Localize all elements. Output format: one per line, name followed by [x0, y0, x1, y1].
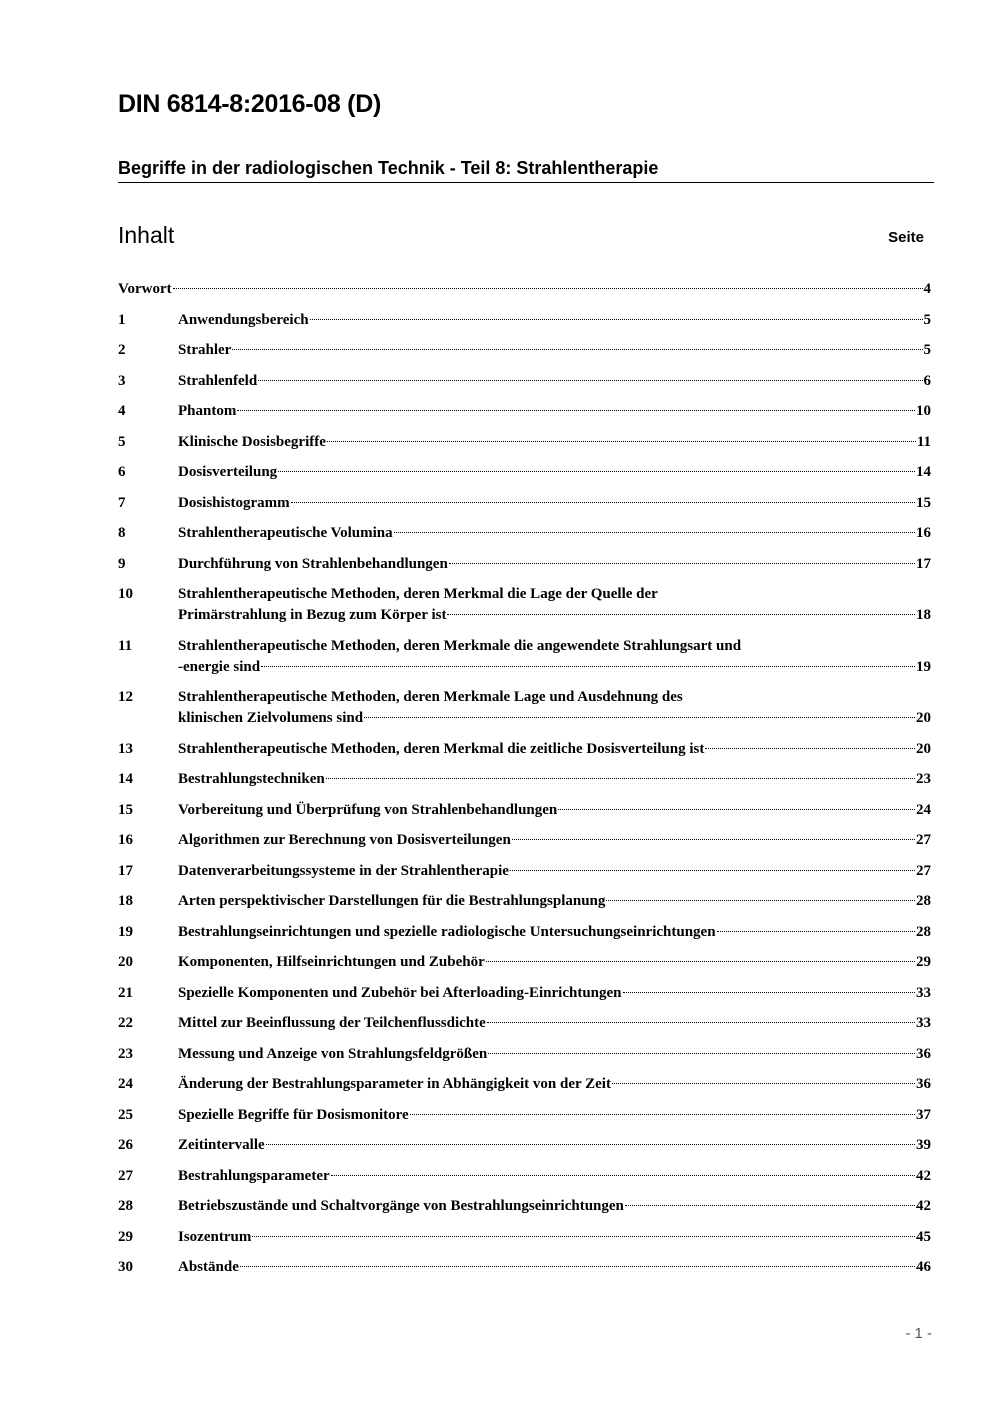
- toc-dot-leader: [278, 471, 915, 472]
- toc-entry-page: 33: [916, 1015, 931, 1031]
- toc-entry[interactable]: [118, 310, 931, 331]
- toc-entry-title: -energie sind: [178, 658, 261, 675]
- toc-entry-page: 29: [916, 954, 931, 970]
- toc-dot-leader: [487, 1022, 915, 1023]
- toc-entry[interactable]: [118, 952, 931, 973]
- toc-entry[interactable]: [118, 891, 931, 912]
- toc-dot-leader: [232, 349, 922, 350]
- toc-entry-title: Phantom: [178, 403, 237, 419]
- toc-entry-title: klinischen Zielvolumens sind: [178, 710, 364, 726]
- toc-entry[interactable]: [118, 830, 931, 851]
- toc-entry-line: [178, 739, 931, 760]
- toc-entry[interactable]: [118, 1044, 931, 1065]
- toc-entry[interactable]: [118, 523, 931, 544]
- toc-dot-leader: [173, 288, 923, 289]
- toc-entry-line: [178, 861, 931, 882]
- toc-entry-title: Dosishistogramm: [178, 494, 290, 511]
- toc-entry-line: [178, 891, 931, 912]
- toc-entry-line: [178, 432, 931, 453]
- toc-entry-line: [178, 1135, 931, 1156]
- toc-entry-number: 18: [118, 893, 133, 909]
- toc-entry-line: [118, 279, 931, 300]
- toc-entry-line: [178, 1105, 931, 1126]
- toc-entry-line: [178, 1013, 931, 1034]
- toc-entry-number: 14: [118, 771, 133, 787]
- toc-entry-title: Komponenten, Hilfseinrichtungen und Zubehör: [178, 954, 485, 970]
- toc-entry-line: [178, 830, 931, 851]
- toc-entry-title: Primärstrahlung in Bezug zum Körper ist: [178, 607, 447, 623]
- toc-entry[interactable]: [118, 1257, 931, 1278]
- toc-entry-number: 19: [118, 923, 133, 940]
- toc-dot-leader: [449, 563, 915, 564]
- toc-entry-number: 27: [118, 1167, 133, 1184]
- toc-dot-leader: [237, 410, 915, 411]
- toc-entry-page: 33: [916, 984, 931, 1001]
- toc-entry-body: [178, 1257, 931, 1278]
- toc-entry-line: [178, 769, 931, 790]
- toc-entry-number: 8: [118, 525, 126, 541]
- toc-entry[interactable]: [118, 769, 931, 790]
- toc-entry-line: [178, 584, 931, 605]
- toc-entry-line: [178, 1044, 931, 1065]
- toc-entry-title: Strahlentherapeutische Methoden, deren Merkmale die angewendete Strahlungsart und: [178, 637, 742, 654]
- toc-entry-body: [178, 800, 931, 821]
- toc-dot-leader: [266, 1144, 915, 1145]
- toc-dot-leader: [394, 532, 915, 533]
- toc-entry-number: 3: [118, 372, 126, 389]
- toc-entry-body: [178, 493, 931, 514]
- toc-entry-body: [178, 1044, 931, 1065]
- toc-entry[interactable]: [118, 1074, 931, 1095]
- toc-entry-number: 9: [118, 555, 126, 572]
- toc-entry-line: [178, 493, 931, 514]
- toc-entry-line: [178, 605, 931, 626]
- toc-entry-title: Vorwort: [118, 281, 172, 297]
- toc-entry-page: 5: [923, 342, 931, 358]
- toc-entry-title: Algorithmen zur Berechnung von Dosisverteilungen: [178, 832, 511, 848]
- toc-entry-title: Isozentrum: [178, 1228, 252, 1245]
- toc-dot-leader: [623, 992, 915, 993]
- toc-entry-line: [178, 401, 931, 422]
- toc-entry[interactable]: [118, 1166, 931, 1187]
- toc-entry-line: [178, 1227, 931, 1248]
- toc-entry-page: 46: [916, 1259, 931, 1275]
- toc-entry-line: [178, 983, 931, 1004]
- toc-dot-leader: [512, 839, 915, 840]
- toc-entry-page: 39: [916, 1137, 931, 1153]
- toc-entry-page: 11: [916, 433, 931, 450]
- toc-dot-leader: [510, 870, 915, 871]
- toc-dot-leader: [310, 319, 923, 320]
- toc-entry-body: [178, 687, 931, 729]
- toc-entry-number: 30: [118, 1259, 133, 1275]
- toc-entry-page: 18: [916, 607, 931, 623]
- toc-entry-line: [178, 371, 931, 392]
- toc-entry-page: 28: [916, 923, 931, 940]
- toc-entry-line: [178, 636, 931, 657]
- toc-entry[interactable]: [118, 493, 931, 514]
- toc-entry-page: 17: [916, 555, 931, 572]
- toc-entry-page: 15: [916, 494, 931, 511]
- toc-entry-title: Strahlentherapeutische Methoden, deren Merkmal die zeitliche Dosisverteilung ist: [178, 740, 705, 757]
- toc-entry[interactable]: [118, 861, 931, 882]
- toc-entry-page: 4: [923, 281, 931, 297]
- toc-entry[interactable]: [118, 739, 931, 760]
- toc-entry-page: 5: [923, 311, 931, 328]
- toc-dot-leader: [364, 717, 915, 718]
- toc-entry[interactable]: [118, 462, 931, 483]
- toc-entry-title: Spezielle Begriffe für Dosismonitore: [178, 1106, 409, 1123]
- toc-entry-title: Strahlentherapeutische Methoden, deren Merkmale Lage und Ausdehnung des: [178, 689, 683, 705]
- toc-entry[interactable]: [118, 340, 931, 361]
- document-id: DIN 6814-8:2016-08 (D): [118, 90, 381, 118]
- toc-entry[interactable]: [118, 922, 931, 943]
- toc-entry-page: 23: [916, 771, 931, 787]
- toc-entry-number: 10: [118, 586, 133, 602]
- toc-entry-page: 20: [916, 740, 931, 757]
- toc-entry-body: [178, 462, 931, 483]
- toc-entry-body: [178, 830, 931, 851]
- toc-entry-body: [178, 769, 931, 790]
- toc-entry[interactable]: [118, 584, 931, 626]
- toc-entry-page: 10: [916, 403, 931, 419]
- toc-entry-number: 20: [118, 954, 133, 970]
- toc-entry[interactable]: [118, 636, 931, 678]
- toc-entry-body: [178, 401, 931, 422]
- toc-entry-body: [178, 861, 931, 882]
- toc-entry-number: 11: [118, 637, 133, 654]
- toc-entry-line: [178, 340, 931, 361]
- toc-entry-number: 17: [118, 862, 133, 879]
- toc-entry-line: [178, 523, 931, 544]
- toc-entry-title: Arten perspektivischer Darstellungen für die Bestrahlungsplanung: [178, 893, 606, 909]
- toc-entry-body: [178, 523, 931, 544]
- toc-entry-title: Zeitintervalle: [178, 1137, 265, 1153]
- toc-entry-body: [178, 1227, 931, 1248]
- toc-entry-page: 24: [916, 801, 931, 818]
- toc-entry-body: [178, 1013, 931, 1034]
- toc-entry-line: [178, 554, 931, 575]
- toc-entry-title: Strahlentherapeutische Methoden, deren Merkmal die Lage der Quelle der: [178, 586, 658, 602]
- toc-entry-number: 5: [118, 433, 126, 450]
- toc-entry-line: [178, 310, 931, 331]
- toc-entry[interactable]: [118, 1135, 931, 1156]
- toc-entry-body: [178, 636, 931, 678]
- toc-entry-number: 24: [118, 1076, 133, 1092]
- toc-entry-body: [178, 340, 931, 361]
- toc-entry-body: [178, 584, 931, 626]
- toc-entry-body: [178, 922, 931, 943]
- toc-dot-leader: [558, 809, 915, 810]
- toc-entry-page: 36: [916, 1045, 931, 1062]
- toc-entry-title: Datenverarbeitungssysteme in der Strahlentherapie: [178, 862, 509, 879]
- toc-entry-body: [178, 983, 931, 1004]
- toc-entry-title: Bestrahlungseinrichtungen und spezielle radiologische Untersuchungseinrichtungen: [178, 923, 716, 940]
- toc-entry-number: 23: [118, 1045, 133, 1062]
- toc-dot-leader: [447, 614, 915, 615]
- toc-entry-page: 28: [916, 893, 931, 909]
- toc-entry-number: 15: [118, 801, 133, 818]
- toc-entry-page: 37: [916, 1106, 931, 1123]
- toc-entry-page: 20: [916, 710, 931, 726]
- toc-entry-title: Vorbereitung und Überprüfung von Strahlenbehandlungen: [178, 801, 558, 818]
- toc-entry-title: Durchführung von Strahlenbehandlungen: [178, 555, 448, 572]
- toc-entry[interactable]: [118, 554, 931, 575]
- toc-entry-title: Dosisverteilung: [178, 464, 278, 480]
- toc-entry-number: 25: [118, 1106, 133, 1123]
- toc-entry[interactable]: [118, 1227, 931, 1248]
- toc-entry-line: [178, 800, 931, 821]
- toc-entry-page: 19: [916, 658, 931, 675]
- toc-entry[interactable]: [118, 401, 931, 422]
- toc-dot-leader: [258, 380, 922, 381]
- toc-entry-line: [178, 952, 931, 973]
- toc-entry-line: [178, 1196, 931, 1217]
- toc-entry-page: 45: [916, 1228, 931, 1245]
- toc-entry-number: 21: [118, 984, 133, 1001]
- toc-entry-number: 12: [118, 689, 133, 705]
- toc-entry-body: [178, 739, 931, 760]
- toc-entry-body: [178, 554, 931, 575]
- toc-dot-leader: [327, 441, 916, 442]
- toc-entry-page: 27: [916, 862, 931, 879]
- toc-entry-line: [178, 462, 931, 483]
- toc-dot-leader: [240, 1266, 915, 1267]
- toc-entry[interactable]: [118, 687, 931, 729]
- toc-entry-title: Strahlentherapeutische Volumina: [178, 525, 393, 541]
- toc-entry-number: 22: [118, 1015, 133, 1031]
- toc-entry-body: [178, 432, 931, 453]
- toc-dot-leader: [410, 1114, 915, 1115]
- toc-dot-leader: [606, 900, 915, 901]
- toc-entry-page: 6: [923, 372, 931, 389]
- toc-dot-leader: [705, 748, 915, 749]
- toc-entry-title: Änderung der Bestrahlungsparameter in Abhängigkeit von der Zeit: [178, 1076, 611, 1092]
- toc-entry-title: Klinische Dosisbegriffe: [178, 433, 326, 450]
- toc-entry-title: Bestrahlungstechniken: [178, 771, 325, 787]
- toc-entry-title: Anwendungsbereich: [178, 311, 309, 328]
- toc-entry-number: 29: [118, 1228, 133, 1245]
- toc-entry-number: 1: [118, 311, 126, 328]
- toc-entry-number: 13: [118, 740, 133, 757]
- title-divider: [118, 182, 934, 183]
- toc-dot-leader: [331, 1175, 915, 1176]
- toc-entry-title: Strahlenfeld: [178, 372, 258, 389]
- toc-dot-leader: [488, 1053, 915, 1054]
- toc-dot-leader: [625, 1205, 915, 1206]
- toc-entry-title: Abstände: [178, 1259, 239, 1275]
- toc-page-column-label: Seite: [888, 229, 924, 246]
- toc-entry[interactable]: [118, 983, 931, 1004]
- toc-dot-leader: [261, 666, 915, 667]
- toc-entry[interactable]: [118, 279, 931, 300]
- toc-dot-leader: [326, 778, 915, 779]
- toc-entry-page: 16: [916, 525, 931, 541]
- toc-dot-leader: [717, 931, 915, 932]
- toc-entry-line: [178, 657, 931, 678]
- toc-entry-number: 2: [118, 342, 126, 358]
- toc-entry-page: 42: [916, 1167, 931, 1184]
- toc-entry-body: [178, 1166, 931, 1187]
- toc-entry[interactable]: [118, 800, 931, 821]
- toc-dot-leader: [291, 502, 915, 503]
- toc-entry-page: 27: [916, 832, 931, 848]
- toc-entry-title: Bestrahlungsparameter: [178, 1167, 330, 1184]
- toc-entry[interactable]: [118, 1196, 931, 1217]
- toc-entry-line: [178, 922, 931, 943]
- toc-entry-title: Strahler: [178, 342, 232, 358]
- toc-entry-title: Mittel zur Beeinflussung der Teilchenflussdichte: [178, 1015, 486, 1031]
- document-title: Begriffe in der radiologischen Technik - Teil 8: Strahlentherapie: [118, 158, 659, 178]
- toc-entry-title: Betriebszustände und Schaltvorgänge von Bestrahlungseinrichtungen: [178, 1198, 624, 1214]
- toc-entry-body: [178, 891, 931, 912]
- toc-dot-leader: [252, 1236, 915, 1237]
- page-number: - 1 -: [905, 1325, 932, 1342]
- toc-entry-page: 42: [916, 1198, 931, 1214]
- toc-entry-body: [178, 1135, 931, 1156]
- toc-entry-body: [178, 1074, 931, 1095]
- toc-entry[interactable]: [118, 1013, 931, 1034]
- toc-entry-line: [178, 687, 931, 708]
- toc-entry-page: 14: [916, 464, 931, 480]
- toc-dot-leader: [612, 1083, 915, 1084]
- toc-entry-line: [178, 1166, 931, 1187]
- toc-entry[interactable]: [118, 1105, 931, 1126]
- toc-entry-line: [178, 1257, 931, 1278]
- toc-entry-title: Spezielle Komponenten und Zubehör bei Afterloading-Einrichtungen: [178, 984, 622, 1001]
- toc-entry-number: 28: [118, 1198, 133, 1214]
- toc-entry-body: [178, 1196, 931, 1217]
- toc-entry-number: 26: [118, 1137, 133, 1153]
- toc-entry-page: 36: [916, 1076, 931, 1092]
- toc-entry-title: Messung und Anzeige von Strahlungsfeldgrößen: [178, 1045, 488, 1062]
- toc-entry[interactable]: [118, 432, 931, 453]
- toc-entry-line: [178, 708, 931, 729]
- table-of-contents: [118, 279, 931, 1288]
- toc-heading: Inhalt: [118, 222, 175, 248]
- toc-entry-number: 6: [118, 464, 126, 480]
- toc-entry-number: 7: [118, 494, 126, 511]
- toc-entry-number: 16: [118, 832, 133, 848]
- toc-entry[interactable]: [118, 371, 931, 392]
- toc-entry-number: 4: [118, 403, 126, 419]
- toc-entry-body: [178, 1105, 931, 1126]
- toc-entry-body: [178, 310, 931, 331]
- toc-entry-line: [178, 1074, 931, 1095]
- toc-entry-body: [178, 952, 931, 973]
- toc-dot-leader: [486, 961, 915, 962]
- toc-entry-body: [178, 371, 931, 392]
- toc-entry-body: [118, 279, 931, 300]
